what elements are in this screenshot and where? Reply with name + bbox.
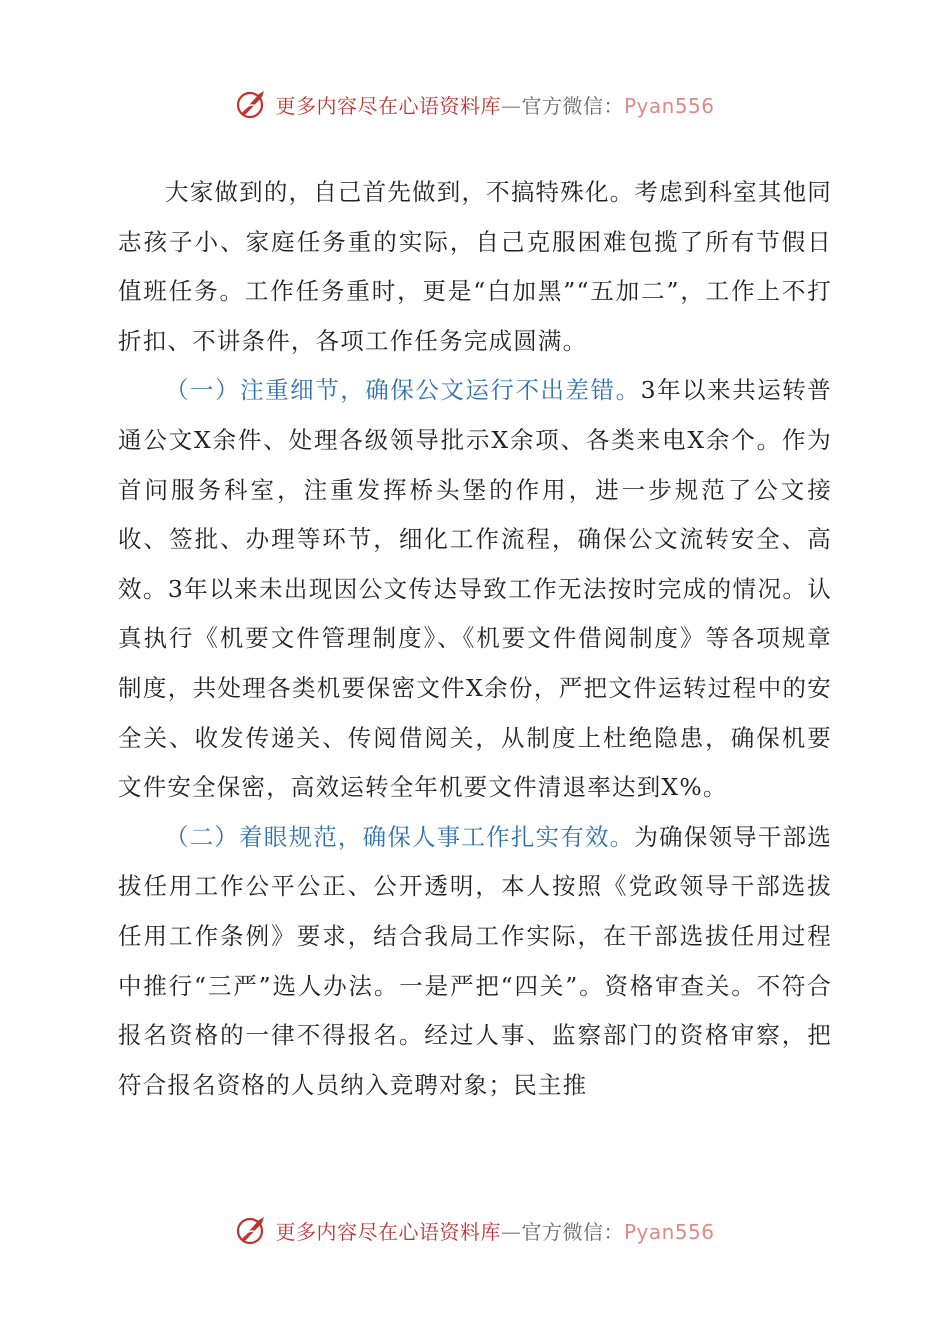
paragraph-3-text: 为确保领导干部选拔任用工作公平公正、公开透明，本人按照《党政领导干部选拔任用工作条例》要求，结合我局工作实际，在干部选拔任用过程中推行“三严”选人办法。一是严把“四关”。资格审查关。不符合报名资格的一律不得报名。经过人事、监察部门的资格审察，把符合报名资格的人员纳入竞聘对象；民主推 <box>118 822 832 1099</box>
footer-banner-text <box>275 1216 714 1245</box>
header-banner-text <box>275 90 714 119</box>
brand-text: 更多内容尽在心语资料库 <box>275 93 501 118</box>
header-banner <box>0 84 950 124</box>
paragraph-1 <box>118 168 832 366</box>
paragraph-3 <box>118 813 832 1111</box>
wechat-id: Pyan556 <box>623 93 715 118</box>
wechat-label: 官方微信： <box>521 93 624 118</box>
paragraph-2-text: 3年以来共运转普通公文X余件、处理各级领导批示X余项、各类来电X余个。作为首问服务科室，注重发挥桥头堡的作用，进一步规范了公文接收、签批、办理等环节，细化工作流程，确保公文流转安全、高效。3年以来未出现因公文传达导致工作无法按时完成的情况。认真执行《机要文件管理制度》、《机要文件借阅制度》等各项规章制度，共处理各类机要保密文件X余份，严把文件运转过程中的安全关、收发传递关、传阅借阅关，从制度上杜绝隐患，确保机要文件安全保密，高效运转全年机要文件清退率达到X%。 <box>118 376 832 802</box>
paragraph-1-text: 大家做到的，自己首先做到，不搞特殊化。考虑到科室其他同志孩子小、家庭任务重的实际，自己克服困难包揽了所有节假日值班任务。工作任务重时，更是“白加黑”“五加二”，工作上不打折扣、不讲条件，各项工作任务完成圆满。 <box>118 178 832 355</box>
wechat-label: 官方微信： <box>521 1219 624 1244</box>
paragraph-2 <box>118 366 832 812</box>
banner-separator: — <box>500 93 522 118</box>
banner-separator: — <box>500 1219 522 1244</box>
pen-circle-logo-icon <box>235 1213 269 1247</box>
document-body <box>118 168 832 1110</box>
wechat-id: Pyan556 <box>623 1219 715 1244</box>
section-heading-1: （一）注重细节，确保公文运行不出差错。 <box>165 376 641 405</box>
brand-text: 更多内容尽在心语资料库 <box>275 1219 501 1244</box>
section-heading-2: （二）着眼规范，确保人事工作扎实有效。 <box>165 822 635 851</box>
pen-circle-logo-icon <box>235 87 269 121</box>
footer-banner <box>0 1210 950 1250</box>
